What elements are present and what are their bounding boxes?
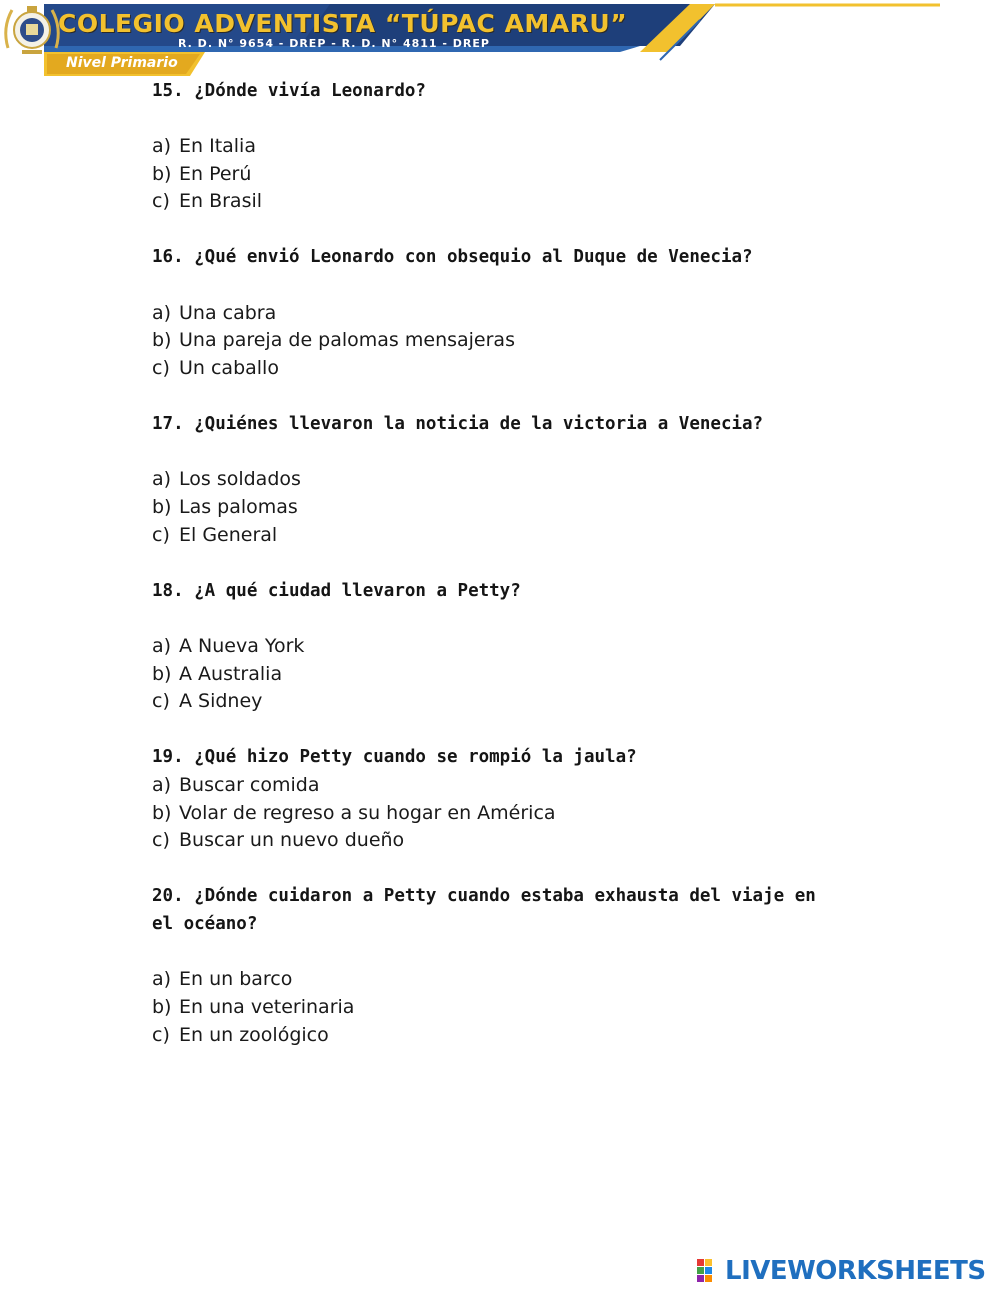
question-18: 18. ¿A qué ciudad llevaron a Petty? <box>152 581 521 601</box>
option-text: Las palomas <box>179 496 298 518</box>
option-20c[interactable] <box>152 1021 329 1049</box>
option-19c[interactable] <box>152 826 404 854</box>
option-text: En Italia <box>179 135 256 157</box>
option-18a[interactable] <box>152 632 304 660</box>
question-16: 16. ¿Qué envió Leonardo con obsequio al Duque de Venecia? <box>152 247 753 267</box>
option-text: Buscar un nuevo dueño <box>179 829 405 851</box>
option-20a[interactable] <box>152 965 292 993</box>
option-letter: a) <box>152 135 172 157</box>
option-15a[interactable] <box>152 132 256 160</box>
liveworksheets-brand: LIVEWORKSHEETS <box>725 1256 986 1286</box>
option-16a[interactable] <box>152 299 276 327</box>
option-text: Una cabra <box>179 302 277 324</box>
question-15: 15. ¿Dónde vivía Leonardo? <box>152 81 426 101</box>
option-letter: a) <box>152 302 172 324</box>
option-text: A Nueva York <box>179 635 305 657</box>
question-19: 19. ¿Qué hizo Petty cuando se rompió la jaula? <box>152 747 637 767</box>
option-18b[interactable] <box>152 660 282 688</box>
option-letter: b) <box>152 663 172 685</box>
option-20b[interactable] <box>152 993 354 1021</box>
option-16c[interactable] <box>152 354 279 382</box>
header-banner <box>0 0 1000 80</box>
option-letter: c) <box>152 690 170 712</box>
school-crest-icon <box>0 0 64 56</box>
option-text: En Brasil <box>179 190 263 212</box>
option-letter: b) <box>152 996 172 1018</box>
school-name: COLEGIO ADVENTISTA “TÚPAC AMARU” <box>58 9 628 38</box>
option-letter: c) <box>152 1024 170 1046</box>
liveworksheets-logo[interactable] <box>697 1255 997 1285</box>
option-letter: b) <box>152 163 172 185</box>
option-text: A Australia <box>179 663 283 685</box>
option-15c[interactable] <box>152 187 262 215</box>
option-letter: c) <box>152 190 170 212</box>
option-text: Un caballo <box>179 357 279 379</box>
option-letter: c) <box>152 357 170 379</box>
option-letter: b) <box>152 329 172 351</box>
option-text: A Sidney <box>179 690 263 712</box>
liveworksheets-icon <box>697 1259 721 1283</box>
question-17: 17. ¿Quiénes llevaron la noticia de la victoria a Venecia? <box>152 414 764 434</box>
option-18c[interactable] <box>152 687 262 715</box>
level-label: Nivel Primario <box>66 55 178 71</box>
option-letter: b) <box>152 802 172 824</box>
option-text: Buscar comida <box>179 774 320 796</box>
option-17c[interactable] <box>152 521 277 549</box>
option-text: En Perú <box>179 163 252 185</box>
option-text: El General <box>179 524 278 546</box>
option-text: En una veterinaria <box>179 996 355 1018</box>
option-17a[interactable] <box>152 465 301 493</box>
option-letter: b) <box>152 496 172 518</box>
option-text: En un zoológico <box>179 1024 329 1046</box>
option-17b[interactable] <box>152 493 298 521</box>
option-letter: a) <box>152 468 172 490</box>
option-letter: a) <box>152 968 172 990</box>
resolution-numbers: R. D. N° 9654 - DREP - R. D. N° 4811 - DREP <box>178 37 490 50</box>
option-text: En un barco <box>179 968 293 990</box>
option-letter: c) <box>152 524 170 546</box>
option-text: Una pareja de palomas mensajeras <box>179 329 515 351</box>
option-text: Volar de regreso a su hogar en América <box>179 802 556 824</box>
option-15b[interactable] <box>152 160 251 188</box>
option-letter: a) <box>152 774 172 796</box>
option-16b[interactable] <box>152 326 515 354</box>
option-letter: a) <box>152 635 172 657</box>
option-19b[interactable] <box>152 799 556 827</box>
option-19a[interactable] <box>152 771 319 799</box>
option-letter: c) <box>152 829 170 851</box>
option-text: Los soldados <box>179 468 301 490</box>
question-20: 20. ¿Dónde cuidaron a Petty cuando estaba exhausta del viaje en el océano? <box>152 886 816 934</box>
